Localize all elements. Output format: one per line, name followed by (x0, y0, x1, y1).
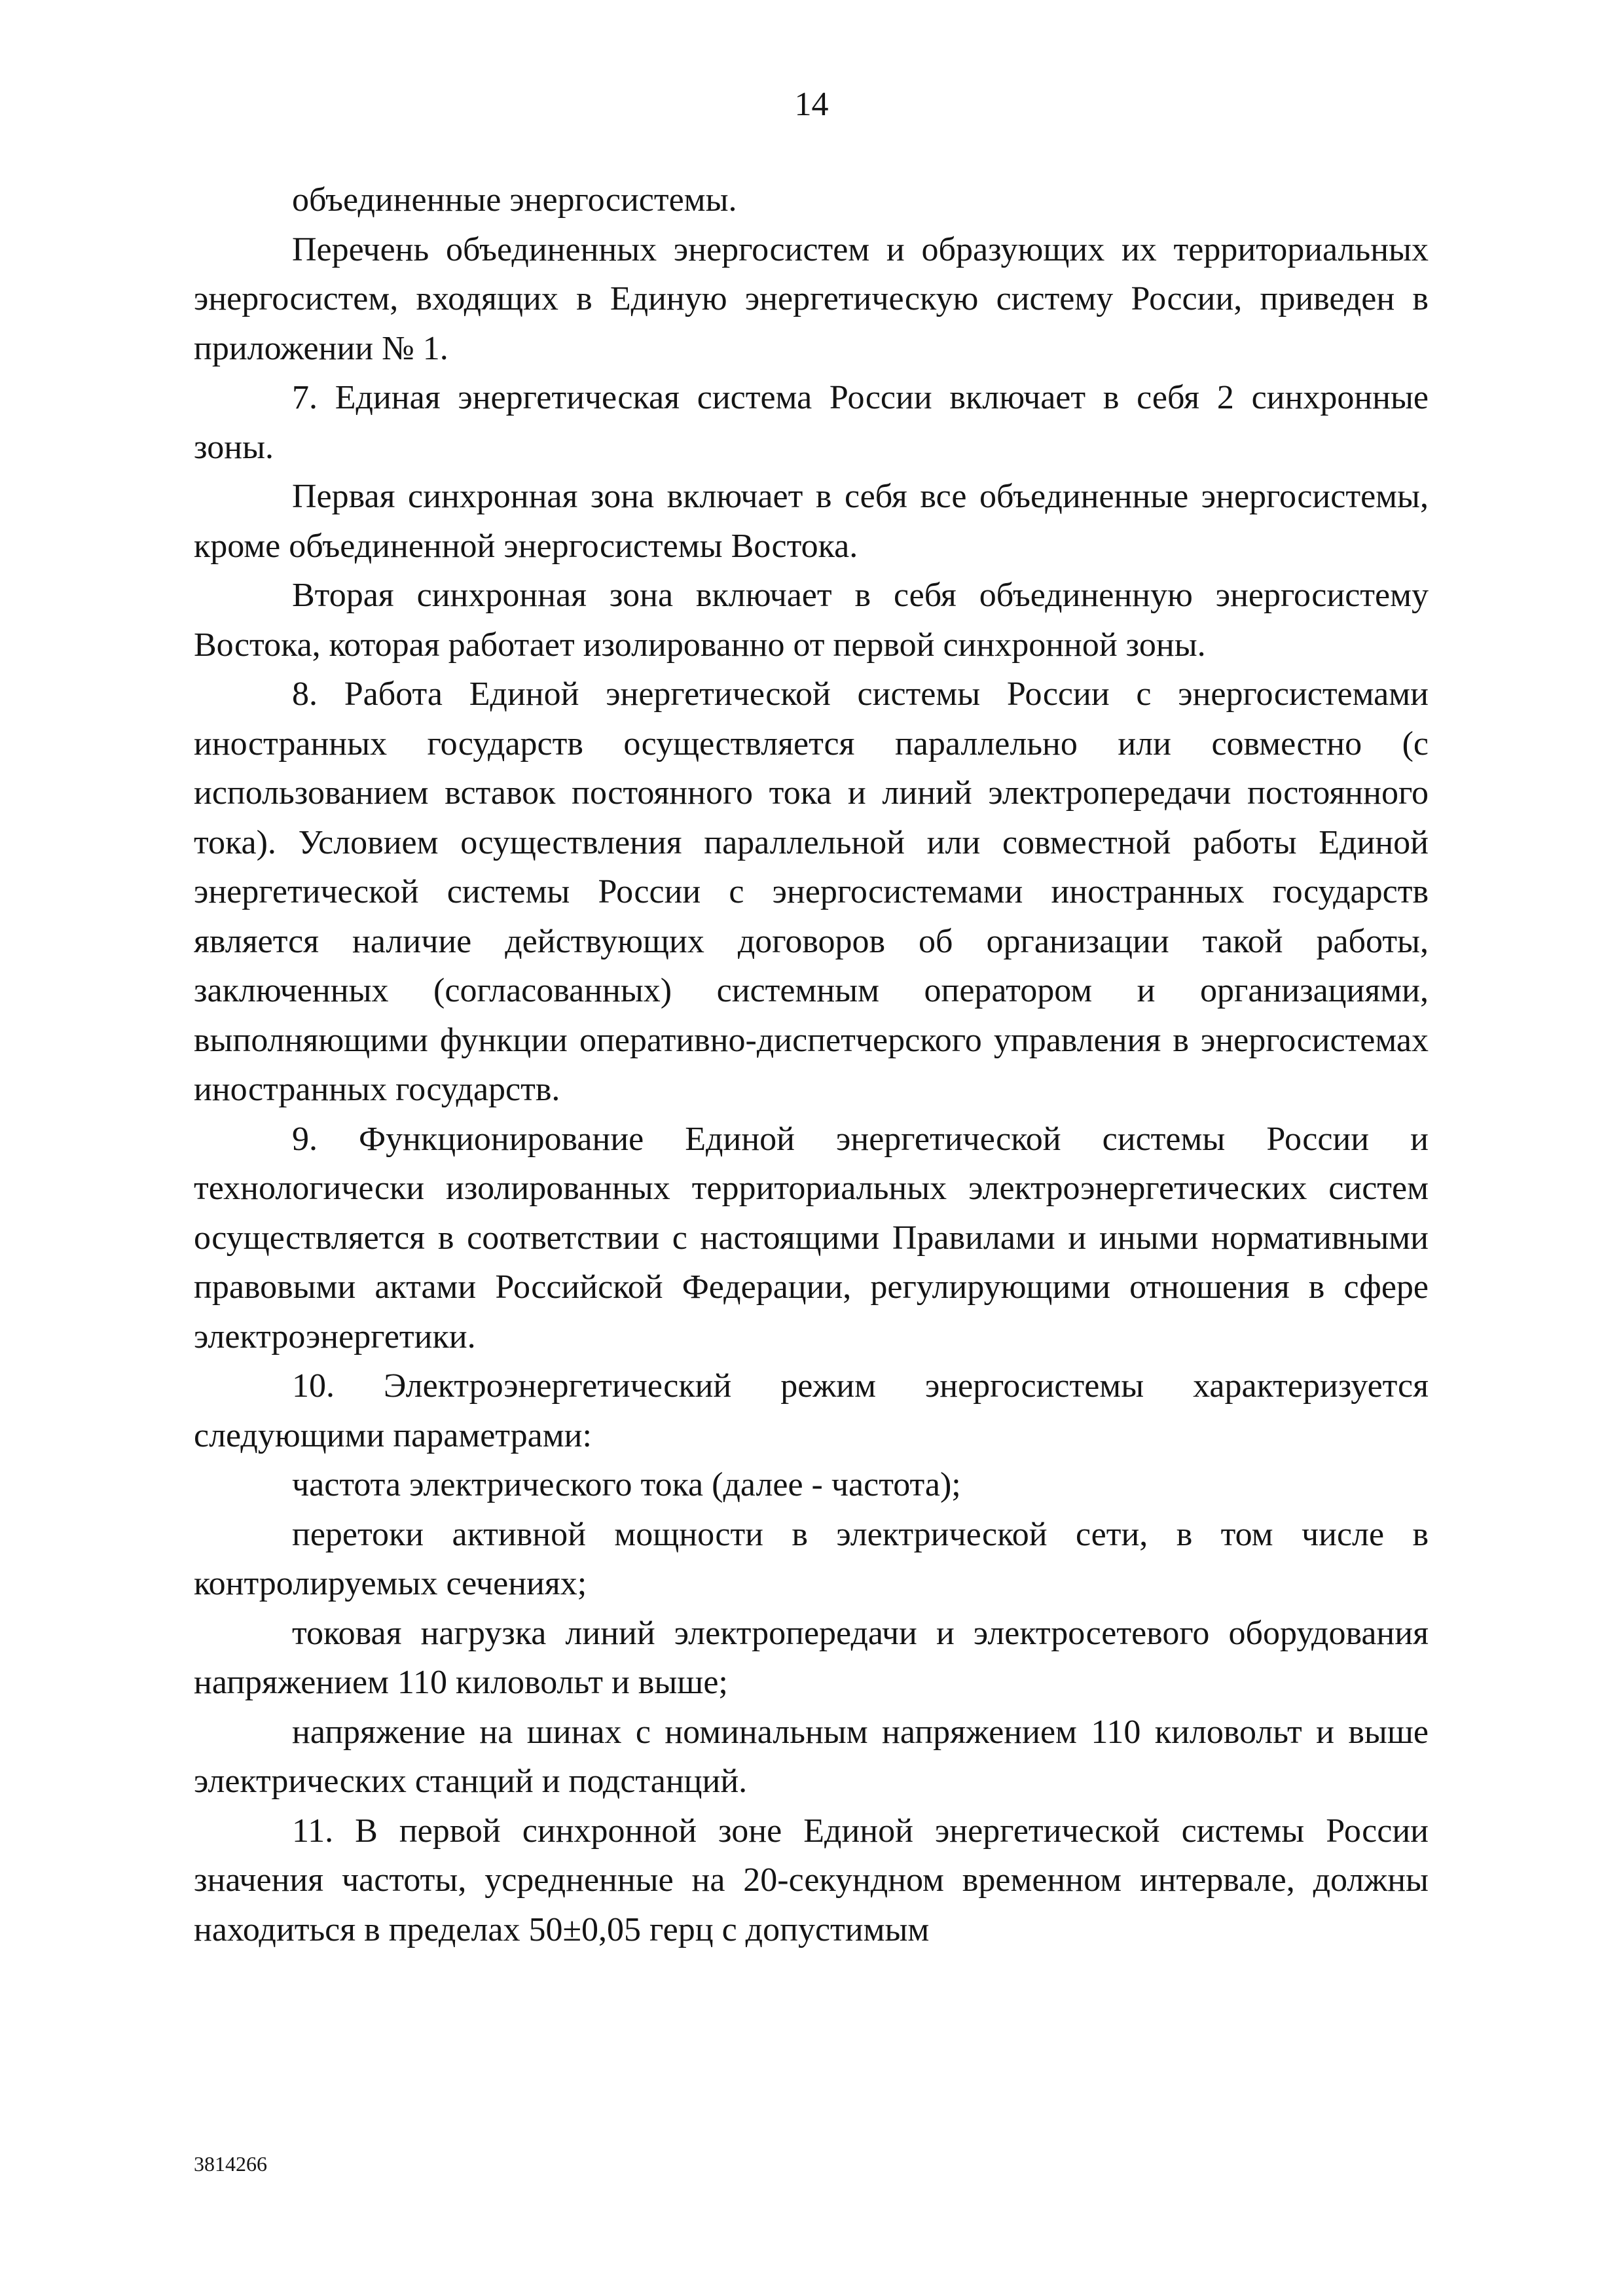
paragraph-active-power-flows: перетоки активной мощности в электрической сети, в том числе в контролируемых сечениях; (194, 1515, 1429, 1602)
paragraph-continuation: объединенные энергосистемы. (292, 181, 737, 219)
paragraph-first-sync-zone: Первая синхронная зона включает в себя все объединенные энергосистемы, кроме объединенной энергосистемы Востока. (194, 478, 1429, 565)
page-number: 14 (794, 86, 829, 123)
paragraph-frequency: частота электрического тока (далее - частота); (292, 1466, 961, 1503)
paragraph-list-of-energy-systems: Перечень объединенных энергосистем и образующих их территориальных энергосистем, входящих в Единую энергетическую систему России, приведен в приложении № 1. (194, 230, 1429, 367)
paragraph-bus-voltage: напряжение на шинах с номинальным напряжением 110 киловольт и выше электрических станций и подстанций. (194, 1713, 1429, 1800)
paragraph-item-10: 10. Электроэнергетический режим энергосистемы характеризуется следующими параметрами: (194, 1367, 1429, 1454)
paragraph-second-sync-zone: Вторая синхронная зона включает в себя объединенную энергосистему Востока, которая работает изолированно от первой синхронной зоны. (194, 577, 1429, 664)
paragraph-item-9: 9. Функционирование Единой энергетической системы России и технологически изолированных территориальных электроэнергетических систем осуществляется в соответствии с настоящими Правилами и иными нормативными правовыми актами Российской Федерации, регулирующими отношения в сфере электроэнергетики. (194, 1120, 1429, 1355)
document-body (194, 175, 1429, 1954)
paragraph-current-load: токовая нагрузка линий электропередачи и электросетевого оборудования напряжением 110 киловольт и выше; (194, 1614, 1429, 1701)
paragraph-item-7: 7. Единая энергетическая система России включает в себя 2 синхронные зоны. (194, 379, 1429, 466)
paragraph-item-8: 8. Работа Единой энергетической системы России с энергосистемами иностранных государств осуществляется параллельно или совместно (с использованием вставок постоянного тока и линий электропередачи постоянного тока). Условием осуществления параллельной или совместной работы Единой энергетической системы России с энергосистемами иностранных государств является наличие действующих договоров об организации такой работы, заключенных (согласованных) системным оператором и организациями, выполняющими функции оперативно-диспетчерского управления в энергосистемах иностранных государств. (194, 675, 1429, 1108)
paragraph-item-11: 11. В первой синхронной зоне Единой энергетической системы России значения частоты, усредненные на 20-секундном временном интервале, должны находиться в пределах 50±0,05 герц с допустимым (194, 1812, 1429, 1948)
document-code: 3814266 (194, 2152, 267, 2176)
